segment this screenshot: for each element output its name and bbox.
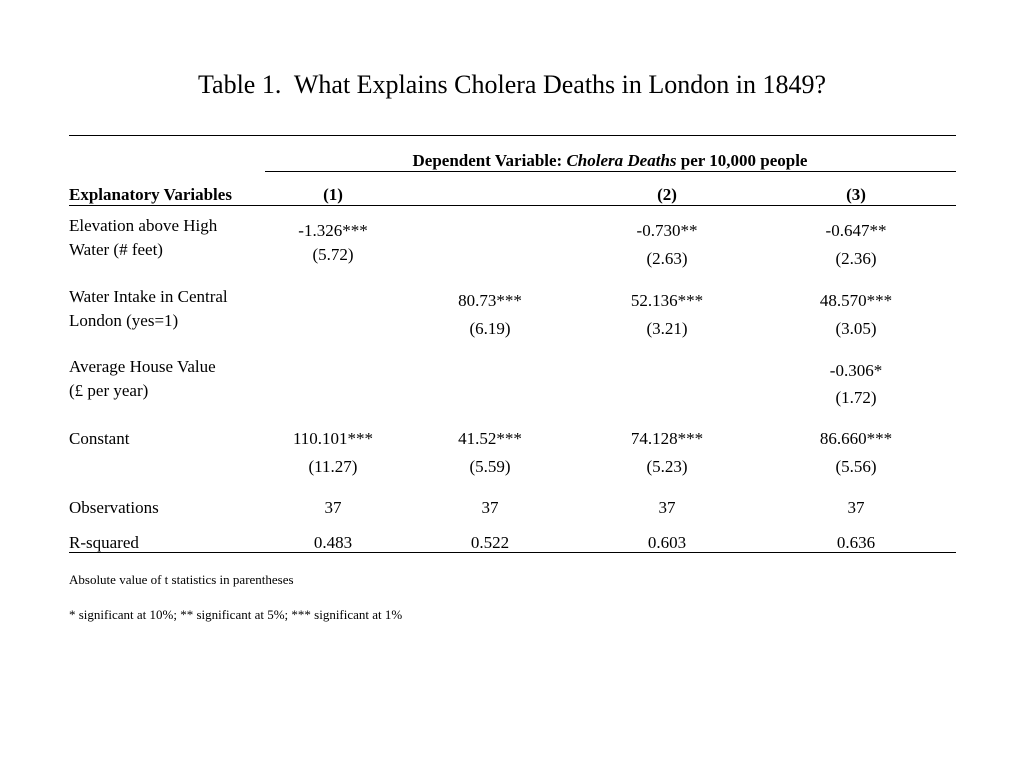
- row-label-line: Water Intake in Central: [69, 287, 228, 306]
- coef-cell: -0.647**: [825, 221, 887, 240]
- coef-cell: 74.128***: [630, 429, 704, 448]
- coef-cell: -0.730**: [636, 221, 698, 240]
- row-label-elevation: [69, 214, 269, 262]
- coef-cell: 41.52***: [458, 429, 522, 448]
- rsquared-value: 0.483: [313, 533, 353, 552]
- coef-cell: 48.570***: [819, 291, 893, 310]
- row-label-line: Elevation above High: [69, 216, 218, 235]
- explanatory-variables-header: Explanatory Variables: [69, 185, 232, 204]
- footnote-tstat: Absolute value of t statistics in parentheses: [69, 572, 294, 587]
- observations-value: 37: [658, 498, 676, 517]
- rsquared-value: 0.603: [647, 533, 687, 552]
- table-title: Table 1. What Explains Cholera Deaths in London in 1849?: [197, 70, 827, 99]
- tstat-cell: (5.23): [646, 457, 688, 476]
- tstat-cell: (11.27): [308, 457, 358, 476]
- column-header-2: (2): [657, 185, 677, 204]
- coef-cell: 110.101***: [292, 429, 374, 448]
- row-label-line: Water (# feet): [69, 240, 163, 259]
- tstat-cell: (3.05): [835, 319, 877, 338]
- tstat-cell: (5.56): [835, 457, 877, 476]
- row-label-house-value: [69, 355, 269, 403]
- tstat-cell: (2.36): [835, 249, 877, 268]
- tstat-cell: (3.21): [646, 319, 688, 338]
- column-header-1: (1): [323, 185, 343, 204]
- row-label-line: London (yes=1): [69, 311, 179, 330]
- rsquared-label: R-squared: [69, 533, 139, 552]
- dependent-variable-name: Cholera Deaths: [566, 151, 677, 170]
- coef-cell: 52.136***: [630, 291, 704, 310]
- dependent-variable-suffix: per 10,000 people: [676, 151, 808, 170]
- coef-cell: -0.306*: [829, 361, 883, 380]
- row-label-water-intake: [69, 285, 269, 333]
- observations-value: 37: [324, 498, 342, 517]
- row-label-constant: [69, 427, 269, 451]
- dependent-variable-prefix: Dependent Variable:: [412, 151, 567, 170]
- tstat-cell: (5.72): [312, 245, 354, 264]
- row-label-line: Constant: [69, 429, 130, 448]
- row-label-line: Average House Value: [69, 357, 216, 376]
- top-rule: [69, 135, 956, 136]
- dependent-variable-header: [265, 149, 955, 173]
- coef-cell: 86.660***: [819, 429, 893, 448]
- tstat-cell: (6.19): [469, 319, 511, 338]
- tstat-cell: (1.72): [835, 388, 877, 407]
- footnote-significance: * significant at 10%; ** significant at 5%; *** significant at 1%: [69, 607, 403, 622]
- row-label-line: (£ per year): [69, 381, 149, 400]
- observations-value: 37: [847, 498, 865, 517]
- tstat-cell: (2.63): [646, 249, 688, 268]
- observations-label: Observations: [69, 498, 159, 517]
- tstat-cell: (5.59): [469, 457, 511, 476]
- rsquared-value: 0.636: [836, 533, 876, 552]
- coef-cell: 80.73***: [458, 291, 522, 310]
- coef-cell: -1.326***: [298, 221, 368, 240]
- rsquared-value: 0.522: [470, 533, 510, 552]
- observations-value: 37: [481, 498, 499, 517]
- column-header-3: (3): [846, 185, 866, 204]
